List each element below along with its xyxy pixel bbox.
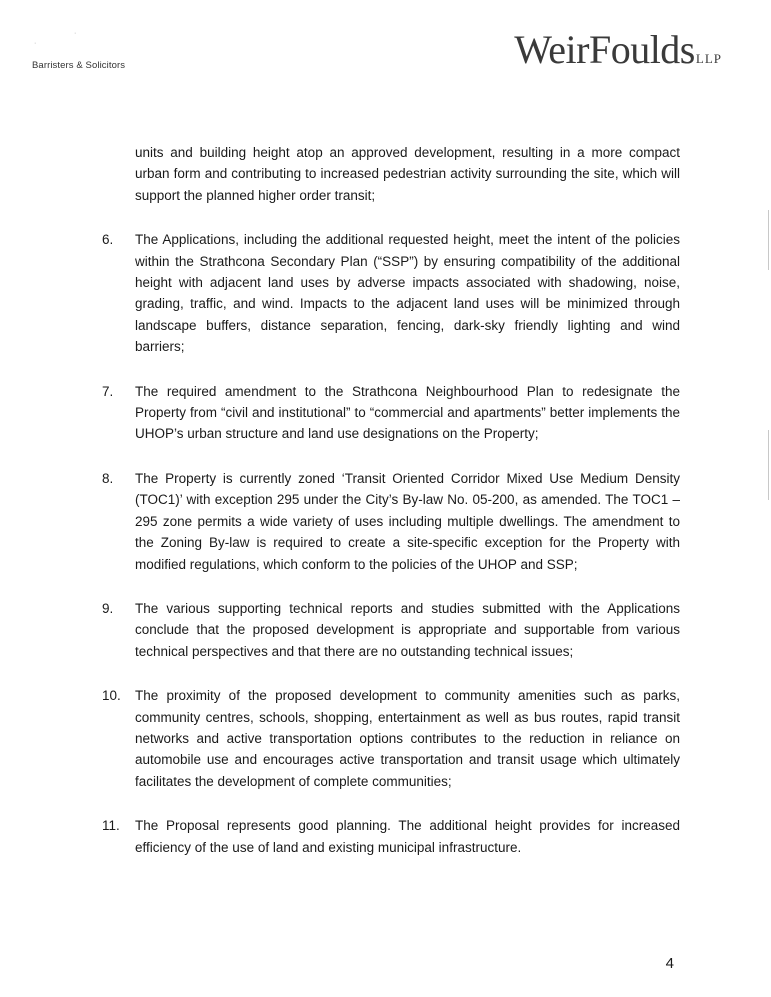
list-item	[102, 685, 680, 792]
item-text: The Applications, including the additional requested height, meet the intent of the policies within the Strathcona Secondary Plan (“SSP”) by ensuring compatibility of the additional height with adjacent land uses by adverse impacts associated with shadowing, noise, grading, traffic, and wind. Impacts to the adjacent land uses will be minimized through landscape buffers, distance separation, fencing, dark-sky friendly lighting and wind barriers;	[135, 232, 680, 355]
firm-logo	[514, 27, 722, 72]
firm-tagline: Barristers & Solicitors	[32, 60, 126, 71]
scan-speck: ·	[34, 40, 37, 47]
item-text: The Property is currently zoned ‘Transit Oriented Corridor Mixed Use Medium Density (TOC1)’ with exception 295 under the City’s By-law No. 05-200, as amended. The TOC1 – 295 zone permits a wide variety of uses including multiple dwellings. The amendment to the Zoning By-law is required to create a site-specific exception for the Property with modified regulations, which conform to the policies of the UHOP and SSP;	[135, 470, 680, 572]
page-number: 4	[665, 955, 674, 972]
list-item	[102, 815, 680, 858]
page-edge-line	[768, 430, 769, 500]
scan-speck: ·	[74, 30, 77, 37]
page-edge-line	[768, 210, 769, 270]
item-number: 10.	[102, 688, 121, 704]
item-number: 7.	[102, 383, 114, 399]
item-number: 8.	[102, 470, 114, 486]
list-item	[102, 229, 680, 357]
continued-paragraph: units and building height atop an approved development, resulting in a more compact urban form and contributing to increased pedestrian activity surrounding the site, which will support the planned higher order transit;	[135, 145, 680, 203]
logo-suffix: LLP	[695, 51, 722, 66]
item-number: 9.	[102, 600, 114, 616]
document-body	[102, 142, 680, 881]
item-text: The proximity of the proposed development to community amenities such as parks, community centres, schools, shopping, entertainment as well as bus routes, rapid transit networks and active transportation options contributes to the reduction in reliance on automobile use and encourages active transportation and transit usage which ultimately facilitates the development of complete communities;	[135, 688, 680, 789]
item-text: The required amendment to the Strathcona Neighbourhood Plan to redesignate the Property from “civil and institutional” to “commercial and apartments” better implements the UHOP’s urban structure and land use designations on the Property;	[135, 383, 680, 442]
list-item	[102, 468, 680, 575]
item-text: The Proposal represents good planning. The additional height provides for increased efficiency of the use of land and existing municipal infrastructure.	[135, 818, 680, 855]
item-number: 6.	[102, 232, 114, 248]
logo-wordmark: WeirFoulds	[514, 27, 695, 72]
list-item	[102, 381, 680, 445]
list-item	[102, 598, 680, 662]
item-number: 11.	[102, 818, 120, 834]
item-text: The various supporting technical reports and studies submitted with the Applications conclude that the proposed development is appropriate and supportable from various technical perspectives and that there are no outstanding technical issues;	[135, 600, 680, 659]
